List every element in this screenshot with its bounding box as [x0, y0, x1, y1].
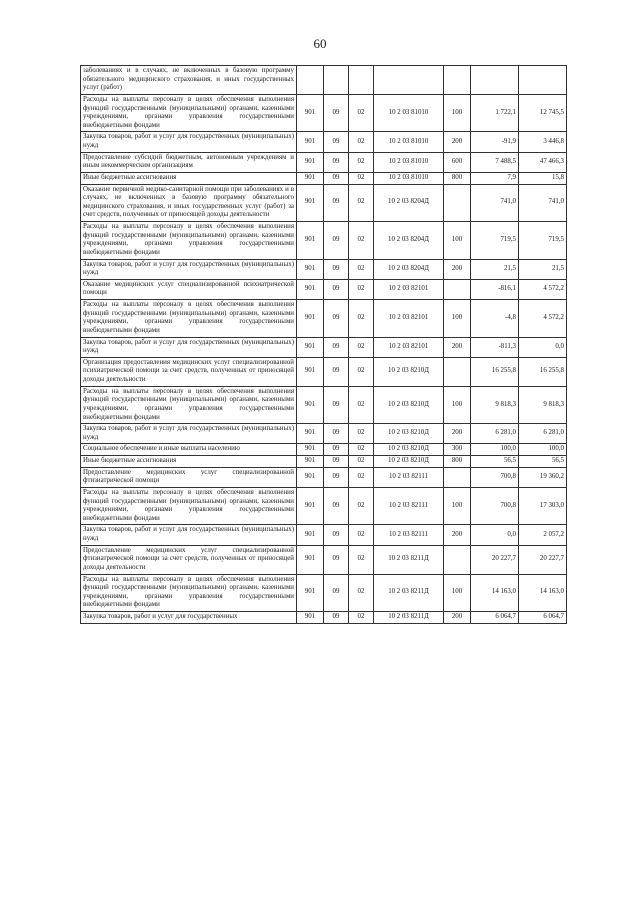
expense-type-code: 100 — [444, 94, 471, 132]
row-description: Закупка товаров, работ и услуг для государственных (муниципальных) нужд — [81, 259, 297, 279]
table-row — [81, 525, 567, 545]
subsection-code: 02 — [349, 525, 374, 545]
table-row — [81, 279, 567, 299]
amount-total: 4 572,2 — [519, 300, 567, 338]
target-article-code: 10 2 03 8211Д — [374, 612, 444, 624]
amount-total: 17 303,0 — [519, 487, 567, 525]
subsection-code: 02 — [349, 222, 374, 260]
row-description: Иные бюджетные ассигнования — [81, 172, 297, 184]
target-article-code: 10 2 03 8204Д — [374, 259, 444, 279]
subsection-code: 02 — [349, 300, 374, 338]
table-row — [81, 94, 567, 132]
table-row — [81, 467, 567, 487]
ministry-code — [297, 66, 324, 95]
section-code: 09 — [324, 172, 349, 184]
target-article-code: 10 2 03 8211Д — [374, 574, 444, 612]
ministry-code: 901 — [297, 94, 324, 132]
amount-change: 7,9 — [471, 172, 519, 184]
target-article-code: 10 2 03 81010 — [374, 172, 444, 184]
expense-type-code — [444, 279, 471, 299]
expense-type-code — [444, 545, 471, 574]
table-row — [81, 172, 567, 184]
amount-total: 15,8 — [519, 172, 567, 184]
amount-total: 47 466,3 — [519, 152, 567, 172]
subsection-code: 02 — [349, 467, 374, 487]
expense-type-code: 600 — [444, 152, 471, 172]
page-number: 60 — [313, 36, 327, 51]
target-article-code: 10 2 03 8210Д — [374, 386, 444, 424]
table-row — [81, 259, 567, 279]
ministry-code: 901 — [297, 467, 324, 487]
section-code: 09 — [324, 424, 349, 444]
amount-total: 4 572,2 — [519, 279, 567, 299]
table-row — [81, 574, 567, 612]
expense-type-code — [444, 357, 471, 386]
section-code: 09 — [324, 545, 349, 574]
target-article-code: 10 2 03 82111 — [374, 467, 444, 487]
section-code: 09 — [324, 467, 349, 487]
expense-type-code: 200 — [444, 424, 471, 444]
amount-total: 719,5 — [519, 222, 567, 260]
expense-type-code: 800 — [444, 456, 471, 468]
section-code: 09 — [324, 222, 349, 260]
amount-total: 56,5 — [519, 456, 567, 468]
row-description: Предоставление медицинских услуг специализированной фтизиатрической помощи за счет средств, полученных от приносящей доходы деятельности — [81, 545, 297, 574]
amount-change: -91,9 — [471, 132, 519, 152]
amount-change: 741,0 — [471, 184, 519, 222]
amount-change: 14 163,0 — [471, 574, 519, 612]
table-body — [81, 66, 567, 624]
amount-total: 21,5 — [519, 259, 567, 279]
ministry-code: 901 — [297, 184, 324, 222]
target-article-code: 10 2 03 8204Д — [374, 184, 444, 222]
row-description: Закупка товаров, работ и услуг для государственных (муниципальных) нужд — [81, 424, 297, 444]
section-code: 09 — [324, 386, 349, 424]
amount-change: 9 818,3 — [471, 386, 519, 424]
amount-total — [519, 66, 567, 95]
target-article-code: 10 2 03 82111 — [374, 487, 444, 525]
row-description: Расходы на выплаты персоналу в целях обеспечения выполнения функций государственными (муниципальными) органами, казенными учреждениями, органами управления государственными внебюджетными фондами — [81, 487, 297, 525]
ministry-code: 901 — [297, 444, 324, 456]
section-code: 09 — [324, 525, 349, 545]
row-description: Расходы на выплаты персоналу в целях обеспечения выполнения функций государственными (муниципальными) органами, казенными учреждениями, органами управления государственными внебюджетными фондами — [81, 386, 297, 424]
row-description: Закупка товаров, работ и услуг для государственных (муниципальных) нужд — [81, 525, 297, 545]
amount-change: 6 064,7 — [471, 612, 519, 624]
row-description: Закупка товаров, работ и услуг для государственных (муниципальных) нужд — [81, 337, 297, 357]
row-description: Предоставление субсидий бюджетным, автономным учреждениям и иным некоммерческим организациям — [81, 152, 297, 172]
row-description: Оказание первичной медико-санитарной помощи при заболеваниях и в случаях, не включенных в базовую программу обязательного медицинского страхования, и иных государственных услуг (работ) за счет средств, полученных от приносящей доходы деятельности — [81, 184, 297, 222]
subsection-code: 02 — [349, 279, 374, 299]
section-code: 09 — [324, 444, 349, 456]
amount-total: 100,0 — [519, 444, 567, 456]
amount-total: 9 818,3 — [519, 386, 567, 424]
expense-type-code: 300 — [444, 444, 471, 456]
expense-type-code — [444, 66, 471, 95]
target-article-code: 10 2 03 82101 — [374, 279, 444, 299]
expense-type-code: 200 — [444, 259, 471, 279]
amount-change: 100,0 — [471, 444, 519, 456]
amount-total: 6 281,0 — [519, 424, 567, 444]
table-row — [81, 456, 567, 468]
amount-total: 0,0 — [519, 337, 567, 357]
ministry-code: 901 — [297, 132, 324, 152]
expense-type-code: 800 — [444, 172, 471, 184]
row-description: Расходы на выплаты персоналу в целях обеспечения выполнения функций государственными (муниципальными) органами, казенными учреждениями, органами управления государственными внебюджетными фондами — [81, 574, 297, 612]
target-article-code: 10 2 03 81010 — [374, 132, 444, 152]
subsection-code: 02 — [349, 424, 374, 444]
table-row — [81, 337, 567, 357]
section-code: 09 — [324, 612, 349, 624]
section-code: 09 — [324, 574, 349, 612]
row-description: Расходы на выплаты персоналу в целях обеспечения выполнения функций государственными (муниципальными) органами, казенными учреждениями, органами управления государственными внебюджетными фондами — [81, 222, 297, 260]
subsection-code: 02 — [349, 94, 374, 132]
ministry-code: 901 — [297, 172, 324, 184]
row-description: Предоставление медицинских услуг специализированной фтизиатрической помощи — [81, 467, 297, 487]
expense-type-code — [444, 467, 471, 487]
expense-type-code: 100 — [444, 487, 471, 525]
amount-total: 19 360,2 — [519, 467, 567, 487]
expense-type-code: 200 — [444, 525, 471, 545]
table-row — [81, 386, 567, 424]
table-row — [81, 612, 567, 624]
ministry-code: 901 — [297, 574, 324, 612]
table-row — [81, 184, 567, 222]
expense-type-code — [444, 184, 471, 222]
subsection-code: 02 — [349, 456, 374, 468]
amount-change: 20 227,7 — [471, 545, 519, 574]
expense-type-code: 100 — [444, 222, 471, 260]
amount-change: 1 722,1 — [471, 94, 519, 132]
amount-change: 700,8 — [471, 487, 519, 525]
section-code: 09 — [324, 487, 349, 525]
subsection-code: 02 — [349, 545, 374, 574]
table-row — [81, 152, 567, 172]
amount-total: 12 745,5 — [519, 94, 567, 132]
section-code: 09 — [324, 132, 349, 152]
ministry-code: 901 — [297, 222, 324, 260]
expense-type-code: 200 — [444, 612, 471, 624]
subsection-code: 02 — [349, 357, 374, 386]
ministry-code: 901 — [297, 525, 324, 545]
target-article-code: 10 2 03 82111 — [374, 525, 444, 545]
target-article-code: 10 2 03 8210Д — [374, 456, 444, 468]
amount-total: 20 227,7 — [519, 545, 567, 574]
budget-table — [80, 65, 567, 624]
amount-total: 2 057,2 — [519, 525, 567, 545]
amount-change: 700,8 — [471, 467, 519, 487]
row-description: Иные бюджетные ассигнования — [81, 456, 297, 468]
table-row — [81, 357, 567, 386]
target-article-code: 10 2 03 82101 — [374, 300, 444, 338]
subsection-code: 02 — [349, 487, 374, 525]
amount-change: -4,8 — [471, 300, 519, 338]
target-article-code: 10 2 03 8210Д — [374, 444, 444, 456]
row-description: Закупка товаров, работ и услуг для государственных — [81, 612, 297, 624]
amount-total: 741,0 — [519, 184, 567, 222]
target-article-code: 10 2 03 81010 — [374, 152, 444, 172]
subsection-code: 02 — [349, 259, 374, 279]
ministry-code: 901 — [297, 357, 324, 386]
expense-type-code: 200 — [444, 337, 471, 357]
ministry-code: 901 — [297, 424, 324, 444]
section-code: 09 — [324, 152, 349, 172]
amount-change: 56,5 — [471, 456, 519, 468]
ministry-code: 901 — [297, 279, 324, 299]
table-row — [81, 300, 567, 338]
section-code: 09 — [324, 279, 349, 299]
target-article-code: 10 2 03 8210Д — [374, 424, 444, 444]
ministry-code: 901 — [297, 386, 324, 424]
table-row — [81, 545, 567, 574]
subsection-code: 02 — [349, 612, 374, 624]
section-code: 09 — [324, 300, 349, 338]
section-code — [324, 66, 349, 95]
ministry-code: 901 — [297, 300, 324, 338]
section-code: 09 — [324, 337, 349, 357]
table-row — [81, 424, 567, 444]
table-row — [81, 222, 567, 260]
expense-type-code: 100 — [444, 386, 471, 424]
amount-change: 0,0 — [471, 525, 519, 545]
expense-type-code: 200 — [444, 132, 471, 152]
row-description: Расходы на выплаты персоналу в целях обеспечения выполнения функций государственными (муниципальными) органами, казенными учреждениями, органами управления государственными внебюджетными фондами — [81, 94, 297, 132]
amount-total: 16 255,8 — [519, 357, 567, 386]
row-description: Организация предоставления медицинских услуг специализированной психиатрической помощи за счет средств, полученных от приносящей доходы деятельности — [81, 357, 297, 386]
amount-total: 14 163,0 — [519, 574, 567, 612]
amount-change: 7 488,5 — [471, 152, 519, 172]
amount-change: 21,5 — [471, 259, 519, 279]
ministry-code: 901 — [297, 259, 324, 279]
target-article-code: 10 2 03 8211Д — [374, 545, 444, 574]
ministry-code: 901 — [297, 456, 324, 468]
subsection-code: 02 — [349, 132, 374, 152]
amount-change: 6 281,0 — [471, 424, 519, 444]
ministry-code: 901 — [297, 612, 324, 624]
table-row — [81, 66, 567, 95]
section-code: 09 — [324, 184, 349, 222]
ministry-code: 901 — [297, 545, 324, 574]
row-description: Социальное обеспечение и иные выплаты населению — [81, 444, 297, 456]
row-description: заболеваниях и в случаях, не включенных в базовую программу обязательного медицинского страхования, и иных государственных услуг (работ) — [81, 66, 297, 95]
subsection-code: 02 — [349, 574, 374, 612]
amount-change: -816,1 — [471, 279, 519, 299]
section-code: 09 — [324, 259, 349, 279]
subsection-code: 02 — [349, 444, 374, 456]
target-article-code: 10 2 03 8204Д — [374, 222, 444, 260]
row-description: Расходы на выплаты персоналу в целях обеспечения выполнения функций государственными (муниципальными) органами, казенными учреждениями, органами управления государственными внебюджетными фондами — [81, 300, 297, 338]
ministry-code: 901 — [297, 337, 324, 357]
target-article-code: 10 2 03 82101 — [374, 337, 444, 357]
subsection-code: 02 — [349, 386, 374, 424]
amount-total: 3 446,8 — [519, 132, 567, 152]
subsection-code — [349, 66, 374, 95]
subsection-code: 02 — [349, 172, 374, 184]
table-row — [81, 487, 567, 525]
subsection-code: 02 — [349, 184, 374, 222]
subsection-code: 02 — [349, 337, 374, 357]
table-row — [81, 444, 567, 456]
amount-change: 16 255,8 — [471, 357, 519, 386]
table-row — [81, 132, 567, 152]
target-article-code: 10 2 03 81010 — [374, 94, 444, 132]
row-description: Оказание медицинских услуг специализированной психиатрической помощи — [81, 279, 297, 299]
ministry-code: 901 — [297, 152, 324, 172]
amount-change: 719,5 — [471, 222, 519, 260]
section-code: 09 — [324, 357, 349, 386]
section-code: 09 — [324, 456, 349, 468]
ministry-code: 901 — [297, 487, 324, 525]
target-article-code: 10 2 03 8210Д — [374, 357, 444, 386]
amount-change — [471, 66, 519, 95]
amount-total: 6 064,7 — [519, 612, 567, 624]
subsection-code: 02 — [349, 152, 374, 172]
expense-type-code: 100 — [444, 300, 471, 338]
expense-type-code: 100 — [444, 574, 471, 612]
target-article-code — [374, 66, 444, 95]
section-code: 09 — [324, 94, 349, 132]
amount-change: -811,3 — [471, 337, 519, 357]
row-description: Закупка товаров, работ и услуг для государственных (муниципальных) нужд — [81, 132, 297, 152]
